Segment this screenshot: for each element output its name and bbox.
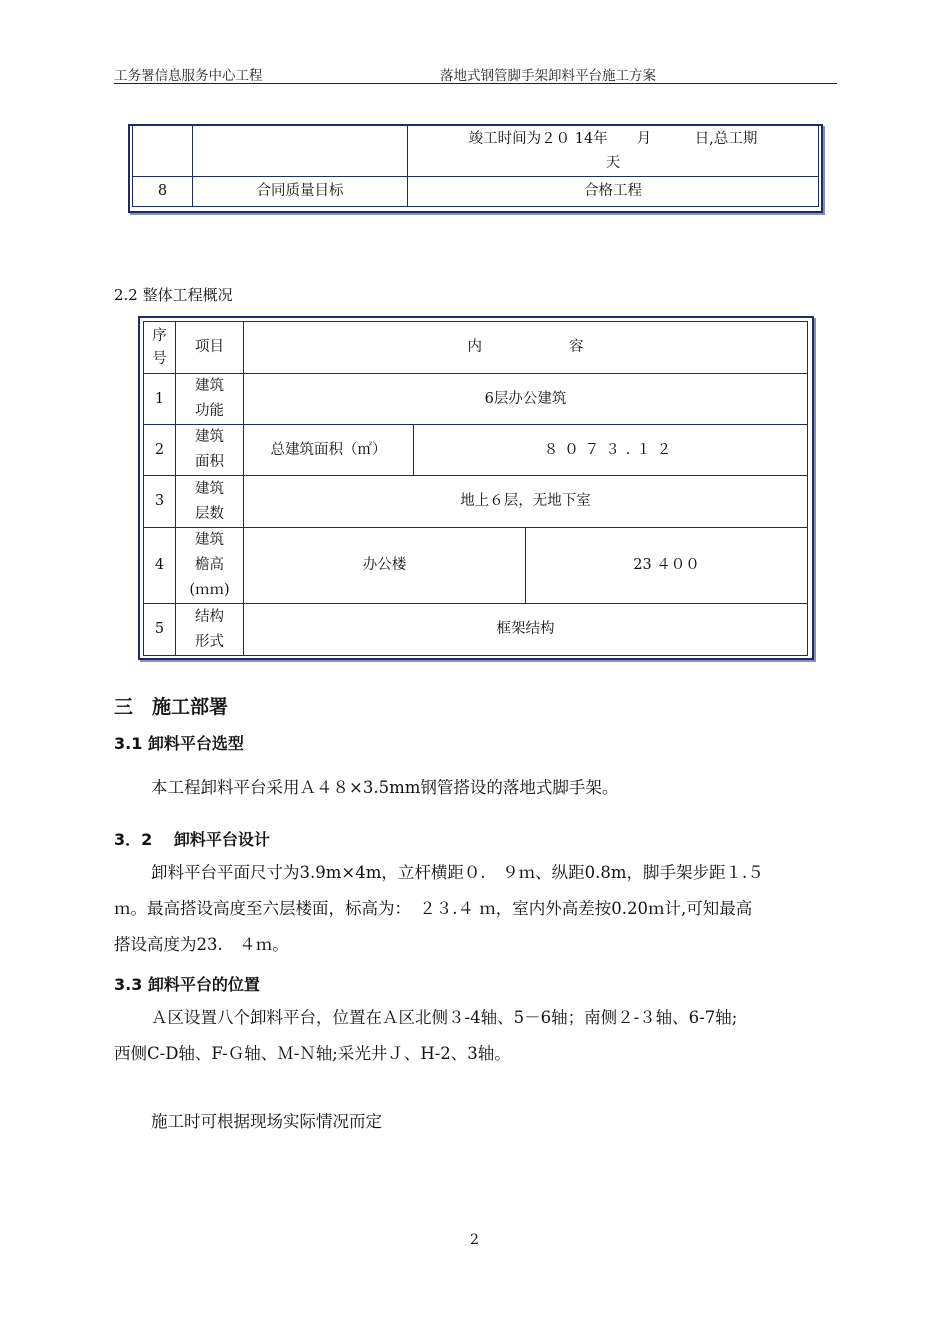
row4-item bbox=[176, 528, 244, 604]
row5-num: 5 bbox=[144, 604, 176, 656]
section-3-3-title: 3.3 卸料平台的位置 bbox=[114, 975, 260, 994]
table1 bbox=[132, 124, 819, 207]
table-row bbox=[144, 322, 808, 374]
row2-item-b: 面积 bbox=[195, 454, 224, 470]
row3-item-b: 层数 bbox=[195, 505, 224, 522]
section-3-3-line2: 西侧C-D轴、F-Ｇ轴、Ｍ-Ｎ轴;采光井Ｊ、H-2、3轴。 bbox=[114, 1044, 511, 1063]
row4-label: 办公楼 bbox=[244, 528, 526, 604]
section-2-2-title: 2.2 整体工程概况 bbox=[114, 286, 233, 304]
section-3-1-title: 3.1 卸料平台选型 bbox=[114, 734, 244, 753]
completion-line-1: 竣工时间为２０ 14年 月 日,总工期 bbox=[468, 130, 758, 147]
row5-item-b: 形式 bbox=[195, 633, 224, 650]
row3-item-a: 建筑 bbox=[195, 480, 224, 497]
section-3-2-line2: ｍ。最高搭设高度至六层楼面，标高为： ２３.４ ｍ，室内外高差按0.20ｍ计,可知最高 bbox=[114, 899, 753, 918]
row1-num: 1 bbox=[144, 374, 176, 425]
table2-head-content: 内 容 bbox=[244, 322, 808, 374]
section-3-2-line1: 卸料平台平面尺寸为3.9m×4m，立杆横距０. ９ｍ、纵距0.8m，脚手架步距１.５ bbox=[151, 863, 764, 882]
table1-row8-content: 合格工程 bbox=[408, 177, 819, 207]
table-row bbox=[144, 604, 808, 656]
row3-item bbox=[176, 476, 244, 528]
row3-content: 地上６层，无地下室 bbox=[244, 476, 808, 528]
row2-item bbox=[176, 425, 244, 476]
table1-row8-item: 合同质量目标 bbox=[193, 177, 408, 207]
row1-content: 6层办公建筑 bbox=[244, 374, 808, 425]
header-rule bbox=[114, 83, 837, 84]
row4-num: 4 bbox=[144, 528, 176, 604]
section-3-2-title: 3．2 卸料平台设计 bbox=[114, 830, 270, 849]
row2-item-a: 建筑 bbox=[195, 429, 224, 445]
table1-cont-num bbox=[133, 125, 193, 177]
row1-item-a: 建筑 bbox=[195, 378, 224, 394]
table2-head-item: 项目 bbox=[176, 322, 244, 374]
header-left: 工务署信息服务中心工程 bbox=[114, 68, 263, 84]
completion-line-2: 天 bbox=[605, 154, 621, 171]
table-row bbox=[144, 425, 808, 476]
table2 bbox=[143, 321, 808, 656]
header-right: 落地式钢管脚手架卸料平台施工方案 bbox=[440, 68, 656, 84]
row3-num: 3 bbox=[144, 476, 176, 528]
row4-item-c: (ｍｍ) bbox=[189, 582, 230, 598]
row2-label: 总建筑面积（㎡） bbox=[244, 425, 414, 476]
row5-content: 框架结构 bbox=[244, 604, 808, 656]
section-3-2-line3: 搭设高度为23. ４ｍ。 bbox=[114, 935, 289, 954]
table1-cont-item bbox=[193, 125, 408, 177]
table1-cont-content bbox=[408, 125, 819, 177]
table1-row8-num: 8 bbox=[133, 177, 193, 207]
section-3-note: 施工时可根据现场实际情况而定 bbox=[151, 1112, 382, 1131]
section-3-3-line1: Ａ区设置八个卸料平台，位置在Ａ区北侧３-4轴、5－6轴；南侧２-３轴、6-7轴; bbox=[151, 1008, 738, 1027]
row4-value: 23 ４００ bbox=[526, 528, 808, 604]
row1-item-b: 功能 bbox=[195, 403, 224, 419]
table-row bbox=[133, 125, 819, 177]
table-row bbox=[144, 476, 808, 528]
row4-item-a: 建筑 bbox=[195, 532, 224, 548]
row4-item-b: 檐高 bbox=[195, 557, 224, 573]
row2-num: 2 bbox=[144, 425, 176, 476]
table-row bbox=[144, 528, 808, 604]
table2-head-num bbox=[144, 322, 176, 374]
row5-item bbox=[176, 604, 244, 656]
page-number: 2 bbox=[470, 1232, 479, 1248]
table-row bbox=[144, 374, 808, 425]
head-num-a: 序 bbox=[152, 327, 167, 344]
row1-item bbox=[176, 374, 244, 425]
table-row bbox=[133, 177, 819, 207]
section-3-title: 三 施工部署 bbox=[114, 696, 229, 718]
row5-item-a: 结构 bbox=[195, 608, 224, 625]
head-num-b: 号 bbox=[152, 350, 167, 367]
row2-value: ８０７３.１２ bbox=[414, 425, 808, 476]
section-3-1-text: 本工程卸料平台采用Ａ４８×3.5mm钢管搭设的落地式脚手架。 bbox=[151, 778, 619, 797]
